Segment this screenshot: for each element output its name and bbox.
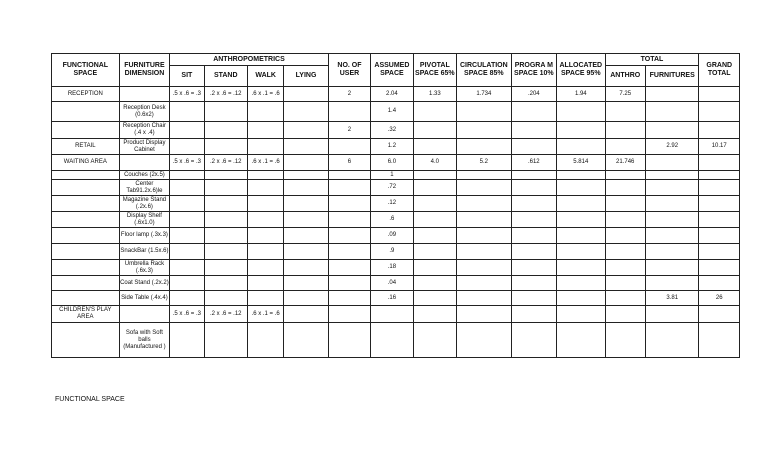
header-total: TOTAL (605, 54, 699, 66)
cell-sit (170, 276, 204, 291)
cell-lying (284, 196, 328, 212)
cell-walk (247, 276, 283, 291)
cell-users: 6 (328, 155, 370, 171)
cell-lying (284, 155, 328, 171)
cell-grand (699, 122, 740, 139)
cell-assumed: .18 (371, 260, 413, 276)
cell-users (328, 276, 370, 291)
cell-allocated: 5.814 (557, 155, 605, 171)
cell-sit (170, 244, 204, 260)
header-lying: LYING (284, 66, 328, 87)
table-row (52, 155, 740, 171)
cell-program (511, 212, 556, 228)
cell-stand (204, 196, 247, 212)
table-row (52, 87, 740, 102)
cell-users (328, 196, 370, 212)
cell-program (511, 323, 556, 358)
header-pivotal-space: PIVOTAL SPACE 65% (413, 54, 456, 87)
header-walk: WALK (247, 66, 283, 87)
cell-furniture: Side Table (.4x.4) (119, 291, 170, 306)
cell-furnitures: 3.81 (645, 291, 699, 306)
cell-space (52, 171, 120, 180)
cell-anthro (605, 228, 645, 244)
cell-stand (204, 180, 247, 196)
cell-stand: .2 x .6 = .12 (204, 87, 247, 102)
cell-pivotal (413, 180, 456, 196)
cell-sit (170, 102, 204, 122)
cell-furnitures (645, 155, 699, 171)
cell-space (52, 102, 120, 122)
cell-assumed: 6.0 (371, 155, 413, 171)
cell-users (328, 260, 370, 276)
cell-grand (699, 244, 740, 260)
cell-program (511, 276, 556, 291)
cell-space (52, 196, 120, 212)
cell-sit (170, 171, 204, 180)
cell-space (52, 212, 120, 228)
cell-allocated (557, 306, 605, 323)
cell-pivotal: 4.0 (413, 155, 456, 171)
cell-assumed: .12 (371, 196, 413, 212)
cell-pivotal (413, 139, 456, 155)
cell-circulation (457, 244, 512, 260)
cell-lying (284, 139, 328, 155)
cell-space (52, 244, 120, 260)
cell-assumed: 2.04 (371, 87, 413, 102)
cell-stand (204, 244, 247, 260)
table-row (52, 196, 740, 212)
cell-program (511, 171, 556, 180)
cell-grand (699, 102, 740, 122)
header-allocated-space: ALLOCATED SPACE 95% (557, 54, 605, 87)
cell-walk (247, 260, 283, 276)
cell-allocated (557, 323, 605, 358)
cell-walk (247, 171, 283, 180)
cell-lying (284, 212, 328, 228)
header-no-of-user: NO. OF USER (328, 54, 370, 87)
cell-anthro: 21.746 (605, 155, 645, 171)
cell-sit (170, 196, 204, 212)
cell-users (328, 306, 370, 323)
cell-pivotal (413, 122, 456, 139)
table-row (52, 122, 740, 139)
cell-grand: 10.17 (699, 139, 740, 155)
cell-grand (699, 276, 740, 291)
cell-furniture (119, 87, 170, 102)
cell-users (328, 323, 370, 358)
cell-furniture (119, 306, 170, 323)
header-stand: STAND (204, 66, 247, 87)
cell-grand (699, 306, 740, 323)
cell-lying (284, 276, 328, 291)
cell-grand (699, 260, 740, 276)
table-row (52, 180, 740, 196)
cell-users (328, 171, 370, 180)
cell-circulation: 1.734 (457, 87, 512, 102)
cell-allocated (557, 212, 605, 228)
cell-furnitures (645, 87, 699, 102)
cell-assumed: 1.4 (371, 102, 413, 122)
table-row (52, 102, 740, 122)
cell-furniture: Display Shelf (.6x1.0) (119, 212, 170, 228)
cell-stand (204, 212, 247, 228)
header-functional-space: FUNCTIONAL SPACE (52, 54, 120, 87)
cell-sit (170, 122, 204, 139)
cell-allocated (557, 260, 605, 276)
cell-grand: 26 (699, 291, 740, 306)
cell-circulation (457, 102, 512, 122)
cell-furnitures (645, 260, 699, 276)
cell-space (52, 276, 120, 291)
cell-allocated (557, 276, 605, 291)
table-row (52, 276, 740, 291)
cell-users (328, 228, 370, 244)
footer-label: FUNCTIONAL SPACE (55, 396, 125, 403)
cell-allocated (557, 139, 605, 155)
cell-stand (204, 260, 247, 276)
table-header (52, 54, 740, 87)
cell-furniture: Magazine Stand (.2x.6) (119, 196, 170, 212)
cell-lying (284, 87, 328, 102)
cell-pivotal (413, 102, 456, 122)
cell-allocated (557, 102, 605, 122)
cell-allocated (557, 196, 605, 212)
cell-assumed: 1.2 (371, 139, 413, 155)
cell-pivotal (413, 171, 456, 180)
cell-allocated (557, 228, 605, 244)
cell-assumed: .16 (371, 291, 413, 306)
cell-pivotal (413, 323, 456, 358)
cell-furnitures (645, 171, 699, 180)
cell-stand (204, 122, 247, 139)
cell-users (328, 291, 370, 306)
cell-circulation (457, 196, 512, 212)
cell-pivotal (413, 244, 456, 260)
cell-walk (247, 196, 283, 212)
cell-space (52, 260, 120, 276)
cell-pivotal (413, 306, 456, 323)
cell-walk (247, 122, 283, 139)
cell-anthro (605, 244, 645, 260)
cell-anthro (605, 212, 645, 228)
cell-pivotal (413, 291, 456, 306)
cell-program (511, 139, 556, 155)
cell-allocated (557, 291, 605, 306)
cell-space (52, 228, 120, 244)
cell-allocated (557, 244, 605, 260)
cell-lying (284, 122, 328, 139)
cell-furniture (119, 155, 170, 171)
cell-circulation (457, 212, 512, 228)
space-program-table (51, 53, 740, 358)
cell-pivotal (413, 260, 456, 276)
cell-furniture: Reception Desk (0.6x2) (119, 102, 170, 122)
cell-sit (170, 180, 204, 196)
cell-circulation (457, 180, 512, 196)
cell-walk (247, 244, 283, 260)
cell-users (328, 102, 370, 122)
table-row (52, 244, 740, 260)
table-row (52, 323, 740, 358)
cell-furniture: Center Tab91.2x.6)le (119, 180, 170, 196)
cell-furnitures (645, 212, 699, 228)
cell-furnitures (645, 323, 699, 358)
cell-anthro (605, 276, 645, 291)
cell-furnitures: 2.92 (645, 139, 699, 155)
cell-program (511, 102, 556, 122)
cell-stand (204, 323, 247, 358)
cell-circulation (457, 276, 512, 291)
table-row (52, 291, 740, 306)
cell-lying (284, 244, 328, 260)
cell-stand (204, 139, 247, 155)
cell-sit (170, 291, 204, 306)
cell-sit: .5 x .6 = .3 (170, 306, 204, 323)
cell-stand (204, 102, 247, 122)
cell-program (511, 228, 556, 244)
cell-walk (247, 212, 283, 228)
cell-stand (204, 228, 247, 244)
cell-furnitures (645, 102, 699, 122)
cell-anthro (605, 196, 645, 212)
cell-pivotal (413, 196, 456, 212)
header-sit: SIT (170, 66, 204, 87)
cell-circulation (457, 306, 512, 323)
cell-walk (247, 102, 283, 122)
cell-furniture: Coat Stand (.2x.2) (119, 276, 170, 291)
cell-stand (204, 171, 247, 180)
cell-assumed: .72 (371, 180, 413, 196)
cell-circulation (457, 122, 512, 139)
cell-furnitures (645, 244, 699, 260)
cell-users: 2 (328, 122, 370, 139)
cell-assumed: .9 (371, 244, 413, 260)
cell-assumed (371, 323, 413, 358)
cell-walk (247, 139, 283, 155)
cell-assumed: .09 (371, 228, 413, 244)
cell-anthro (605, 139, 645, 155)
cell-circulation (457, 139, 512, 155)
cell-anthro (605, 260, 645, 276)
cell-anthro: 7.25 (605, 87, 645, 102)
cell-stand: .2 x .6 = .12 (204, 306, 247, 323)
cell-furnitures (645, 122, 699, 139)
cell-lying (284, 306, 328, 323)
cell-space (52, 180, 120, 196)
cell-anthro (605, 291, 645, 306)
table-row (52, 228, 740, 244)
cell-furniture: Product Display Cabinet (119, 139, 170, 155)
cell-lying (284, 171, 328, 180)
cell-anthro (605, 102, 645, 122)
cell-walk: .6 x .1 = .6 (247, 155, 283, 171)
header-furniture-dimension: FURNITURE DIMENSION (119, 54, 170, 87)
space-program-sheet (51, 53, 740, 358)
cell-walk (247, 228, 283, 244)
cell-space: RECEPTION (52, 87, 120, 102)
table-row (52, 139, 740, 155)
cell-space (52, 291, 120, 306)
header-circulation-space: CIRCULATION SPACE 85% (457, 54, 512, 87)
cell-lying (284, 180, 328, 196)
cell-program (511, 122, 556, 139)
cell-circulation (457, 260, 512, 276)
cell-lying (284, 228, 328, 244)
cell-users (328, 180, 370, 196)
table-row (52, 171, 740, 180)
cell-space: RETAIL (52, 139, 120, 155)
cell-program (511, 244, 556, 260)
cell-stand (204, 276, 247, 291)
cell-walk: .6 x .1 = .6 (247, 87, 283, 102)
cell-circulation (457, 291, 512, 306)
cell-lying (284, 102, 328, 122)
cell-lying (284, 291, 328, 306)
cell-lying (284, 260, 328, 276)
cell-users: 2 (328, 87, 370, 102)
header-anthropometrics: ANTHROPOMETRICS (170, 54, 329, 66)
cell-sit: .5 x .6 = .3 (170, 87, 204, 102)
header-program-space: PROGRA M SPACE 10% (511, 54, 556, 87)
cell-anthro (605, 323, 645, 358)
cell-allocated: 1.94 (557, 87, 605, 102)
header-furnitures: FURNITURES (645, 66, 699, 87)
cell-program (511, 180, 556, 196)
cell-sit (170, 212, 204, 228)
table-row (52, 306, 740, 323)
cell-program: .204 (511, 87, 556, 102)
cell-anthro (605, 171, 645, 180)
cell-assumed: 1 (371, 171, 413, 180)
cell-circulation: 5.2 (457, 155, 512, 171)
cell-assumed (371, 306, 413, 323)
cell-pivotal (413, 212, 456, 228)
cell-space (52, 122, 120, 139)
cell-stand (204, 291, 247, 306)
cell-space: WAITING AREA (52, 155, 120, 171)
cell-users (328, 244, 370, 260)
cell-sit (170, 139, 204, 155)
cell-space: CHILDREN'S PLAY AREA (52, 306, 120, 323)
cell-assumed: .32 (371, 122, 413, 139)
cell-furniture: Floor lamp (.3x.3) (119, 228, 170, 244)
cell-allocated (557, 180, 605, 196)
cell-walk (247, 323, 283, 358)
cell-walk (247, 291, 283, 306)
cell-users (328, 139, 370, 155)
cell-lying (284, 323, 328, 358)
cell-anthro (605, 306, 645, 323)
cell-assumed: .04 (371, 276, 413, 291)
cell-circulation (457, 323, 512, 358)
cell-anthro (605, 180, 645, 196)
cell-allocated (557, 122, 605, 139)
cell-pivotal (413, 276, 456, 291)
table-row (52, 260, 740, 276)
cell-grand (699, 180, 740, 196)
cell-program: .612 (511, 155, 556, 171)
cell-space (52, 323, 120, 358)
cell-furniture: Reception Chair (.4 x .4) (119, 122, 170, 139)
cell-circulation (457, 171, 512, 180)
cell-grand (699, 171, 740, 180)
cell-program (511, 291, 556, 306)
cell-furniture: Umbrella Rack (.6x.3) (119, 260, 170, 276)
cell-assumed: .6 (371, 212, 413, 228)
cell-allocated (557, 171, 605, 180)
cell-program (511, 260, 556, 276)
cell-users (328, 212, 370, 228)
cell-program (511, 196, 556, 212)
cell-walk (247, 180, 283, 196)
cell-grand (699, 155, 740, 171)
table-row (52, 212, 740, 228)
cell-grand (699, 228, 740, 244)
cell-sit (170, 228, 204, 244)
cell-furnitures (645, 196, 699, 212)
cell-sit (170, 323, 204, 358)
header-grand-total: GRAND TOTAL (699, 54, 740, 87)
cell-furniture: Sofa with Soft balls (Manufactured ) (119, 323, 170, 358)
cell-anthro (605, 122, 645, 139)
cell-furnitures (645, 228, 699, 244)
cell-pivotal: 1.33 (413, 87, 456, 102)
cell-grand (699, 196, 740, 212)
cell-walk: .6 x .1 = .6 (247, 306, 283, 323)
cell-sit: .5 x .6 = .3 (170, 155, 204, 171)
cell-sit (170, 260, 204, 276)
cell-furniture: SnackBar (1.5x.6) (119, 244, 170, 260)
header-assumed-space: ASSUMED SPACE (371, 54, 413, 87)
table-body (52, 87, 740, 358)
cell-grand (699, 323, 740, 358)
header-anthro: ANTHRO (605, 66, 645, 87)
cell-furnitures (645, 180, 699, 196)
cell-furnitures (645, 276, 699, 291)
cell-pivotal (413, 228, 456, 244)
cell-program (511, 306, 556, 323)
cell-grand (699, 87, 740, 102)
cell-furnitures (645, 306, 699, 323)
cell-stand: .2 x .6 = .12 (204, 155, 247, 171)
cell-furniture: Couches (2x.5) (119, 171, 170, 180)
cell-grand (699, 212, 740, 228)
cell-circulation (457, 228, 512, 244)
